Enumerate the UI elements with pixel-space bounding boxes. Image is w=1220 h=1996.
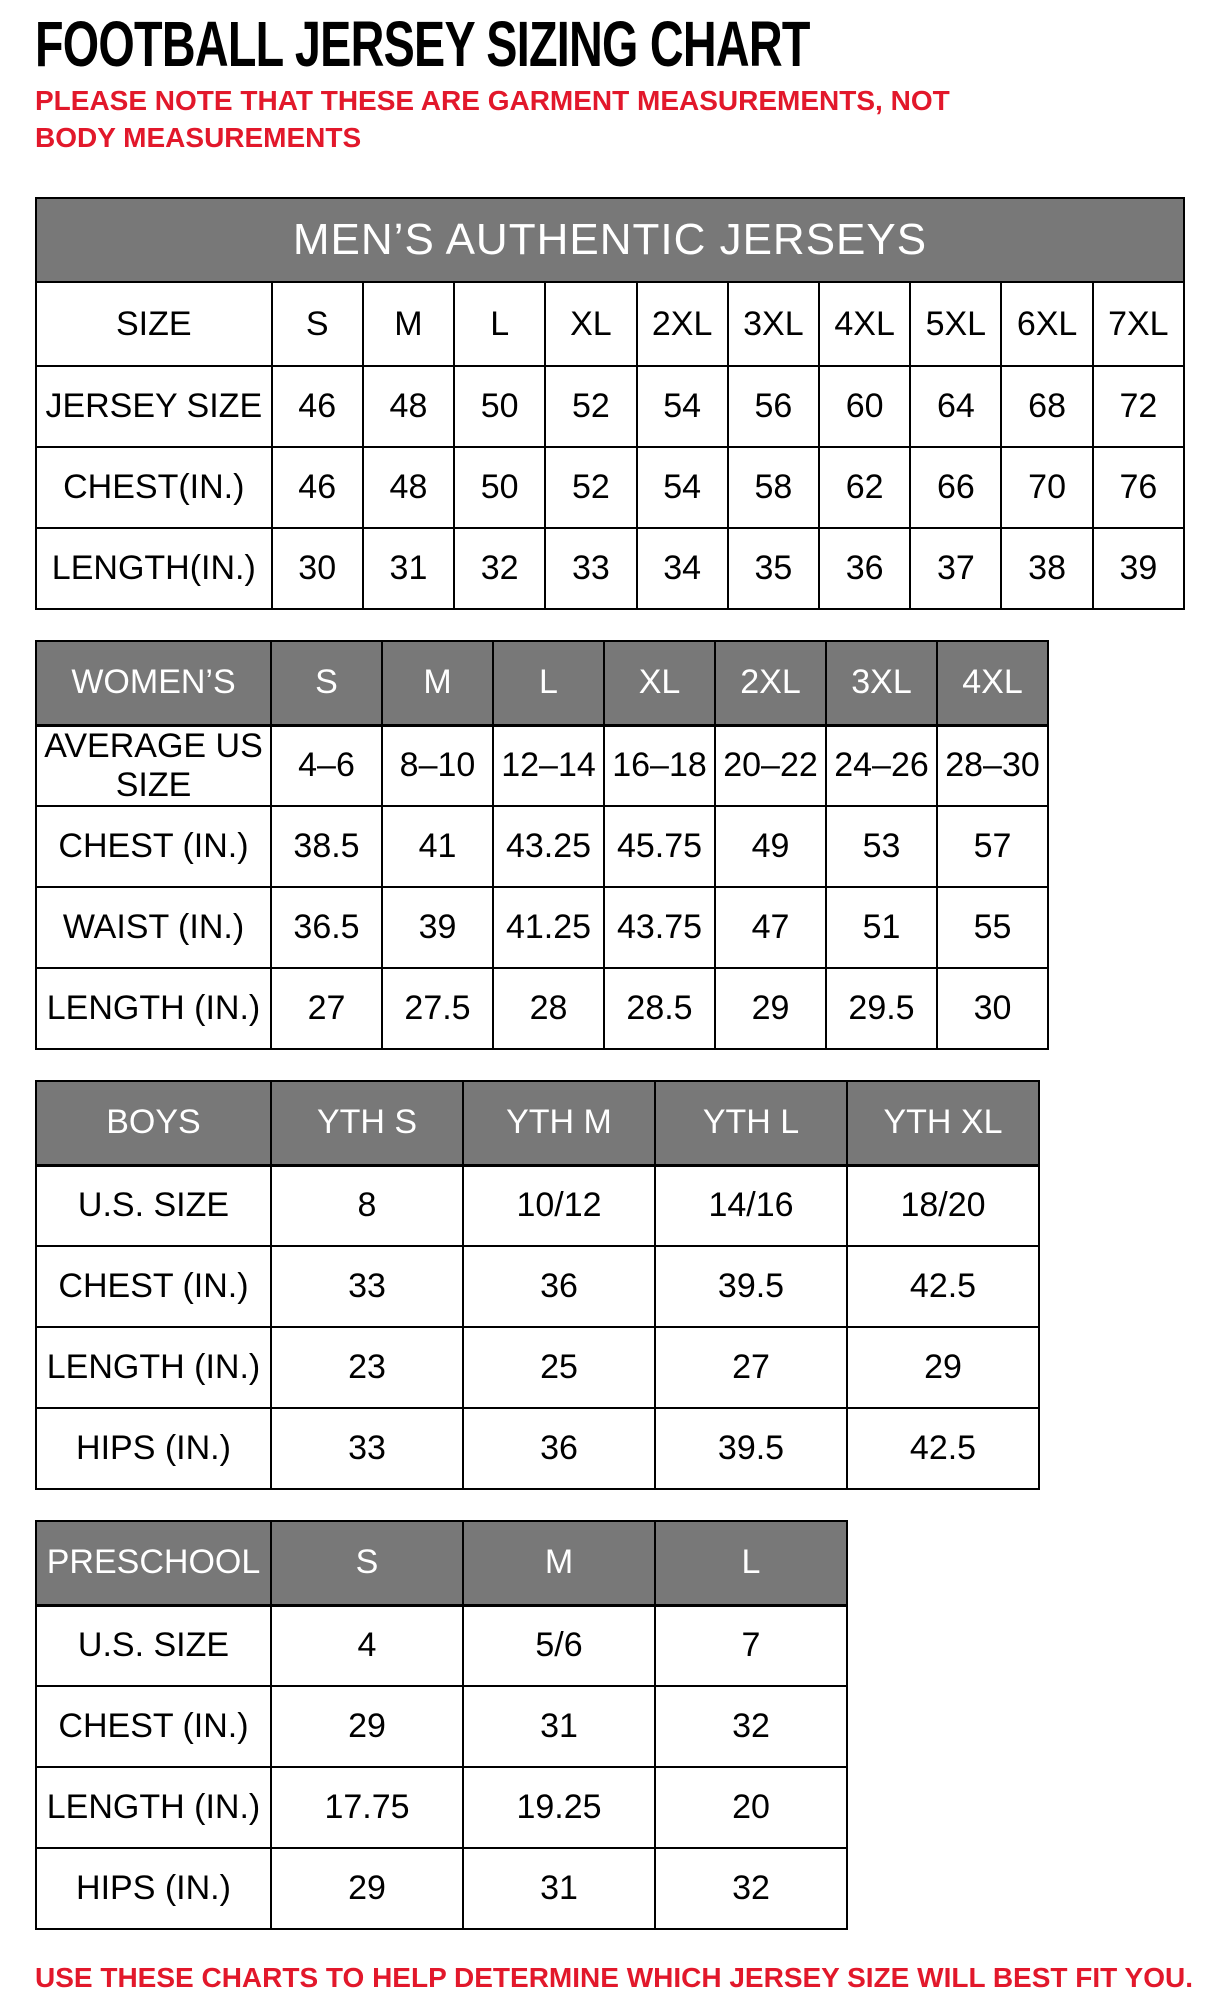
size-column-header: YTH L	[655, 1081, 847, 1165]
row-label-cell: U.S. SIZE	[36, 1165, 271, 1246]
row-label-cell: JERSEY SIZE	[36, 366, 272, 447]
value-cell: 36	[819, 528, 910, 609]
size-column-header: 2XL	[715, 641, 826, 725]
value-cell: 53	[826, 806, 937, 887]
value-cell: 28	[493, 968, 604, 1049]
value-cell: 29	[271, 1848, 463, 1929]
value-cell: 31	[463, 1848, 655, 1929]
value-cell: 68	[1001, 366, 1092, 447]
value-cell: 35	[728, 528, 819, 609]
value-cell: 66	[910, 447, 1001, 528]
value-cell: 39	[1093, 528, 1184, 609]
value-cell: 62	[819, 447, 910, 528]
garment-measurements-note: PLEASE NOTE THAT THESE ARE GARMENT MEASUREMENTS, NOT BODY MEASUREMENTS	[35, 85, 950, 154]
mens-table-grid	[35, 197, 1185, 610]
value-cell: 31	[363, 528, 454, 609]
value-cell: 20	[655, 1767, 847, 1848]
value-cell: 51	[826, 887, 937, 968]
value-cell: 60	[819, 366, 910, 447]
value-cell: 16–18	[604, 725, 715, 806]
size-column-header: XL	[604, 641, 715, 725]
value-cell: 30	[937, 968, 1048, 1049]
value-cell: 4	[271, 1605, 463, 1686]
value-cell: 48	[363, 447, 454, 528]
value-cell: 27	[655, 1327, 847, 1408]
value-cell: 72	[1093, 366, 1184, 447]
value-cell: 52	[545, 366, 636, 447]
value-cell: 24–26	[826, 725, 937, 806]
row-label-cell: CHEST (IN.)	[36, 1246, 271, 1327]
value-cell: 28–30	[937, 725, 1048, 806]
size-column-header: 7XL	[1093, 282, 1184, 366]
value-cell: 45.75	[604, 806, 715, 887]
value-cell: 8–10	[382, 725, 493, 806]
value-cell: 55	[937, 887, 1048, 968]
value-cell: 32	[655, 1848, 847, 1929]
table-title-cell: SIZE	[36, 282, 272, 366]
womens-sizing-table	[35, 640, 1185, 1050]
measurement-row	[36, 887, 1048, 968]
value-cell: 33	[545, 528, 636, 609]
measurement-row	[36, 1848, 847, 1929]
preschool-table-grid	[35, 1520, 848, 1930]
size-columns-header-row	[36, 282, 1184, 366]
row-label-cell: U.S. SIZE	[36, 1605, 271, 1686]
value-cell: 41	[382, 806, 493, 887]
value-cell: 39.5	[655, 1246, 847, 1327]
measurement-row	[36, 1165, 1039, 1246]
value-cell: 36	[463, 1408, 655, 1489]
boys-sizing-table	[35, 1080, 1185, 1490]
value-cell: 46	[272, 447, 363, 528]
size-column-header: L	[454, 282, 545, 366]
measurement-row	[36, 1327, 1039, 1408]
row-label-cell: CHEST(IN.)	[36, 447, 272, 528]
value-cell: 25	[463, 1327, 655, 1408]
value-cell: 37	[910, 528, 1001, 609]
value-cell: 58	[728, 447, 819, 528]
size-columns-header-row	[36, 1521, 847, 1605]
size-column-header: 3XL	[826, 641, 937, 725]
table-banner-cell: MEN’S AUTHENTIC JERSEYS	[36, 198, 1184, 282]
measurement-row	[36, 366, 1184, 447]
value-cell: 30	[272, 528, 363, 609]
value-cell: 17.75	[271, 1767, 463, 1848]
value-cell: 20–22	[715, 725, 826, 806]
measurement-row	[36, 1246, 1039, 1327]
measurement-row	[36, 1686, 847, 1767]
value-cell: 29	[271, 1686, 463, 1767]
value-cell: 38	[1001, 528, 1092, 609]
table-title-cell: PRESCHOOL	[36, 1521, 271, 1605]
size-column-header: YTH M	[463, 1081, 655, 1165]
size-column-header: M	[363, 282, 454, 366]
value-cell: 18/20	[847, 1165, 1039, 1246]
size-column-header: S	[271, 641, 382, 725]
size-column-header: L	[493, 641, 604, 725]
value-cell: 43.75	[604, 887, 715, 968]
measurement-row	[36, 806, 1048, 887]
row-label-cell: LENGTH (IN.)	[36, 1767, 271, 1848]
value-cell: 36	[463, 1246, 655, 1327]
value-cell: 41.25	[493, 887, 604, 968]
measurement-row	[36, 1605, 847, 1686]
value-cell: 5/6	[463, 1605, 655, 1686]
value-cell: 43.25	[493, 806, 604, 887]
size-column-header: L	[655, 1521, 847, 1605]
table-title-cell: BOYS	[36, 1081, 271, 1165]
boys-table-grid	[35, 1080, 1040, 1490]
size-columns-header-row	[36, 1081, 1039, 1165]
value-cell: 31	[463, 1686, 655, 1767]
measurement-row	[36, 528, 1184, 609]
value-cell: 27	[271, 968, 382, 1049]
row-label-cell: LENGTH(IN.)	[36, 528, 272, 609]
size-column-header: XL	[545, 282, 636, 366]
value-cell: 33	[271, 1246, 463, 1327]
measurement-row	[36, 1767, 847, 1848]
value-cell: 38.5	[271, 806, 382, 887]
value-cell: 29	[715, 968, 826, 1049]
row-label-cell: HIPS (IN.)	[36, 1408, 271, 1489]
size-column-header: 3XL	[728, 282, 819, 366]
value-cell: 48	[363, 366, 454, 447]
row-label-cell: LENGTH (IN.)	[36, 968, 271, 1049]
size-column-header: YTH XL	[847, 1081, 1039, 1165]
size-column-header: S	[272, 282, 363, 366]
value-cell: 27.5	[382, 968, 493, 1049]
value-cell: 50	[454, 366, 545, 447]
size-column-header: 6XL	[1001, 282, 1092, 366]
value-cell: 4–6	[271, 725, 382, 806]
size-column-header: M	[382, 641, 493, 725]
footer-note: USE THESE CHARTS TO HELP DETERMINE WHICH JERSEY SIZE WILL BEST FIT YOU.	[35, 1962, 1193, 1994]
value-cell: 29	[847, 1327, 1039, 1408]
row-label-cell: CHEST (IN.)	[36, 1686, 271, 1767]
measurement-row	[36, 968, 1048, 1049]
measurement-row	[36, 1408, 1039, 1489]
row-label-cell: HIPS (IN.)	[36, 1848, 271, 1929]
row-label-cell: WAIST (IN.)	[36, 887, 271, 968]
size-column-header: 4XL	[937, 641, 1048, 725]
value-cell: 70	[1001, 447, 1092, 528]
value-cell: 57	[937, 806, 1048, 887]
page-title-text: FOOTBALL JERSEY SIZING CHART	[35, 8, 810, 80]
preschool-sizing-table	[35, 1520, 1185, 1930]
value-cell: 29.5	[826, 968, 937, 1049]
mens-authentic-jerseys-table	[35, 197, 1185, 610]
value-cell: 64	[910, 366, 1001, 447]
row-label-cell: LENGTH (IN.)	[36, 1327, 271, 1408]
value-cell: 39	[382, 887, 493, 968]
value-cell: 7	[655, 1605, 847, 1686]
value-cell: 52	[545, 447, 636, 528]
value-cell: 54	[637, 366, 728, 447]
value-cell: 8	[271, 1165, 463, 1246]
value-cell: 34	[637, 528, 728, 609]
value-cell: 28.5	[604, 968, 715, 1049]
value-cell: 56	[728, 366, 819, 447]
size-column-header: YTH S	[271, 1081, 463, 1165]
measurement-row	[36, 725, 1048, 806]
row-label-cell: AVERAGE US SIZE	[36, 725, 271, 806]
value-cell: 32	[454, 528, 545, 609]
table-title-cell: WOMEN’S	[36, 641, 271, 725]
value-cell: 42.5	[847, 1408, 1039, 1489]
value-cell: 76	[1093, 447, 1184, 528]
size-columns-header-row	[36, 641, 1048, 725]
value-cell: 33	[271, 1408, 463, 1489]
size-column-header: 4XL	[819, 282, 910, 366]
value-cell: 32	[655, 1686, 847, 1767]
size-column-header: S	[271, 1521, 463, 1605]
row-label-cell: CHEST (IN.)	[36, 806, 271, 887]
value-cell: 36.5	[271, 887, 382, 968]
value-cell: 19.25	[463, 1767, 655, 1848]
measurement-row	[36, 447, 1184, 528]
womens-table-grid	[35, 640, 1049, 1050]
value-cell: 46	[272, 366, 363, 447]
value-cell: 54	[637, 447, 728, 528]
size-column-header: 2XL	[637, 282, 728, 366]
value-cell: 14/16	[655, 1165, 847, 1246]
value-cell: 47	[715, 887, 826, 968]
value-cell: 42.5	[847, 1246, 1039, 1327]
value-cell: 50	[454, 447, 545, 528]
value-cell: 39.5	[655, 1408, 847, 1489]
value-cell: 12–14	[493, 725, 604, 806]
page-title	[35, 10, 1185, 79]
value-cell: 23	[271, 1327, 463, 1408]
size-column-header: 5XL	[910, 282, 1001, 366]
value-cell: 10/12	[463, 1165, 655, 1246]
value-cell: 49	[715, 806, 826, 887]
size-column-header: M	[463, 1521, 655, 1605]
table-banner-row	[36, 198, 1184, 282]
